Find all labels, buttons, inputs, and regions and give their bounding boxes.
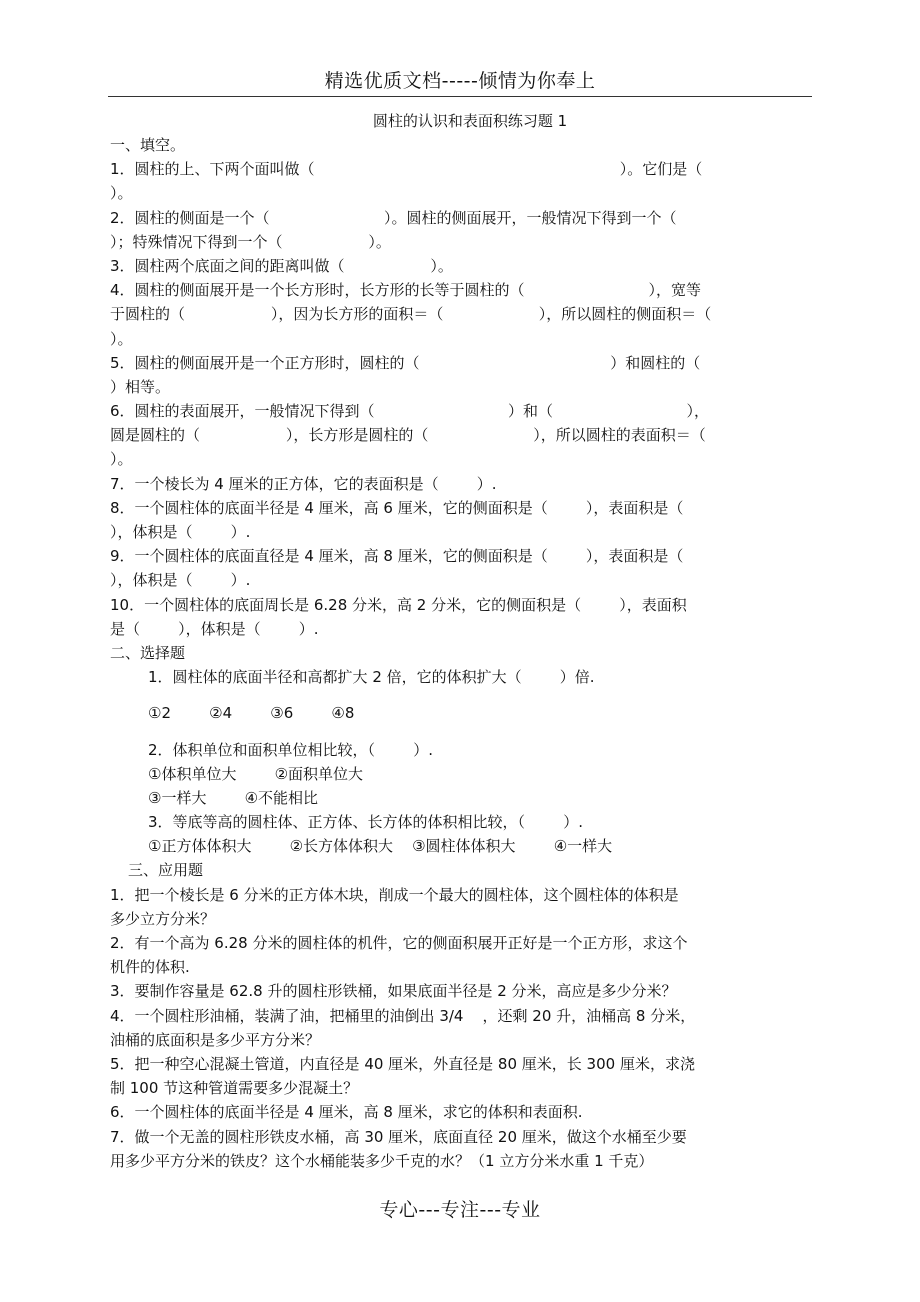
choice-question: 1．圆柱体的底面半径和高都扩大 2 倍，它的体积扩大（ ）倍.	[148, 668, 595, 687]
problem-line: 用多少平方分米的铁皮？这个水桶能装多少千克的水？（1 立方分米水重 1 千克）	[110, 1151, 654, 1170]
choice-question: 3．等底等高的圆柱体、正方体、长方体的体积相比较，（ ）.	[148, 813, 583, 832]
problem-line: 2．有一个高为 6.28 分米的圆柱体的机件，它的侧面积展开正好是一个正方形，求这个	[110, 934, 688, 952]
question-line: 于圆柱的（ ），因为长方形的面积＝（ ），所以圆柱的侧面积＝（	[110, 305, 712, 324]
section-heading-word-problems: 三、应用题	[128, 861, 204, 880]
page-title: 圆柱的认识和表面积练习题 1	[372, 112, 568, 130]
question-line: 4．圆柱的侧面展开是一个长方形时，长方形的长等于圆柱的（ ），宽等	[110, 281, 702, 300]
question-line: 1．圆柱的上、下两个面叫做（ ）。它们是（	[110, 160, 703, 179]
spacer	[110, 689, 812, 701]
problem-line: 7．做一个无盖的圆柱形铁皮水桶，高 30 厘米，底面直径 20 厘米，做这个水桶至少要	[110, 1127, 687, 1146]
problem-line: 1．把一个棱长是 6 分米的正方体木块，削成一个最大的圆柱体，这个圆柱体的体积是	[110, 885, 679, 904]
problem-line: 6．一个圆柱体的底面半径是 4 厘米，高 8 厘米，求它的体积和表面积.	[110, 1103, 583, 1122]
question-line: ）。	[110, 329, 133, 348]
choice-options: ①正方体体积大 ②长方体体积大 ③圆柱体体积大 ④一样大	[148, 837, 613, 856]
question-line: ）。	[110, 184, 133, 203]
question-line: 9．一个圆柱体的底面直径是 4 厘米，高 8 厘米，它的侧面积是（ ），表面积是（	[110, 547, 684, 566]
problem-line: 制 100 节这种管道需要多少混凝土？	[110, 1079, 359, 1098]
choice-options: ③一样大 ④不能相比	[148, 788, 319, 807]
question-line: 8．一个圆柱体的底面半径是 4 厘米，高 6 厘米，它的侧面积是（ ），表面积是（	[110, 498, 684, 517]
section-heading-fill-in: 一、填空。	[110, 136, 186, 154]
choice-question: 2．体积单位和面积单位相比较，（ ）.	[148, 740, 433, 759]
problem-line: 5．把一种空心混凝土管道，内直径是 40 厘米，外直径是 80 厘米，长 300 厘米，求浇	[110, 1054, 695, 1073]
question-line: 圆是圆柱的（ ），长方形是圆柱的（ ），所以圆柱的表面积＝（	[110, 426, 706, 445]
spacer	[110, 726, 812, 738]
section-heading-multiple-choice: 二、选择题	[110, 643, 186, 662]
question-line: ），体积是（ ）.	[110, 571, 251, 590]
page-footer: 专心---专注---专业	[379, 1199, 541, 1221]
question-line: 6．圆柱的表面展开，一般情况下得到（ ）和（ ），	[110, 402, 710, 421]
question-line: ）；特殊情况下得到一个（ ）。	[110, 232, 391, 251]
question-line: 5．圆柱的侧面展开是一个正方形时，圆柱的（ ）和圆柱的（	[110, 353, 701, 372]
worksheet-body	[110, 133, 812, 1173]
question-line: 是（ ），体积是（ ）.	[110, 619, 319, 638]
problem-line: 多少立方分米？	[110, 909, 216, 928]
problem-line: 3．要制作容量是 62.8 升的圆柱形铁桶，如果底面半径是 2 分米，高应是多少分米？	[110, 982, 677, 1001]
question-line: ）。	[110, 450, 133, 469]
question-line: 10．一个圆柱体的底面周长是 6.28 分米，高 2 分米，它的侧面积是（ ），表面积	[110, 595, 687, 614]
question-line: ），体积是（ ）.	[110, 523, 251, 541]
choice-options: ①体积单位大 ②面积单位大	[148, 764, 364, 783]
question-line: ）相等。	[110, 377, 171, 396]
problem-line: 机件的体积.	[110, 958, 190, 977]
problem-line: 油桶的底面积是多少平方分米？	[110, 1030, 321, 1049]
problem-line: 4．一个圆柱形油桶，装满了油，把桶里的油倒出 3/4 ，还剩 20 升，油桶高 8 分米，	[110, 1006, 696, 1025]
question-line: 7．一个棱长为 4 厘米的正方体，它的表面积是（ ）.	[110, 474, 497, 493]
question-line: 2．圆柱的侧面是一个（ ）。圆柱的侧面展开，一般情况下得到一个（	[110, 208, 677, 227]
choice-options: ①2 ②4 ③6 ④8	[148, 704, 355, 723]
header-divider	[108, 96, 812, 97]
page-header: 精选优质文档-----倾情为你奉上	[324, 70, 596, 92]
question-line: 3．圆柱两个底面之间的距离叫做（ ）。	[110, 256, 453, 275]
